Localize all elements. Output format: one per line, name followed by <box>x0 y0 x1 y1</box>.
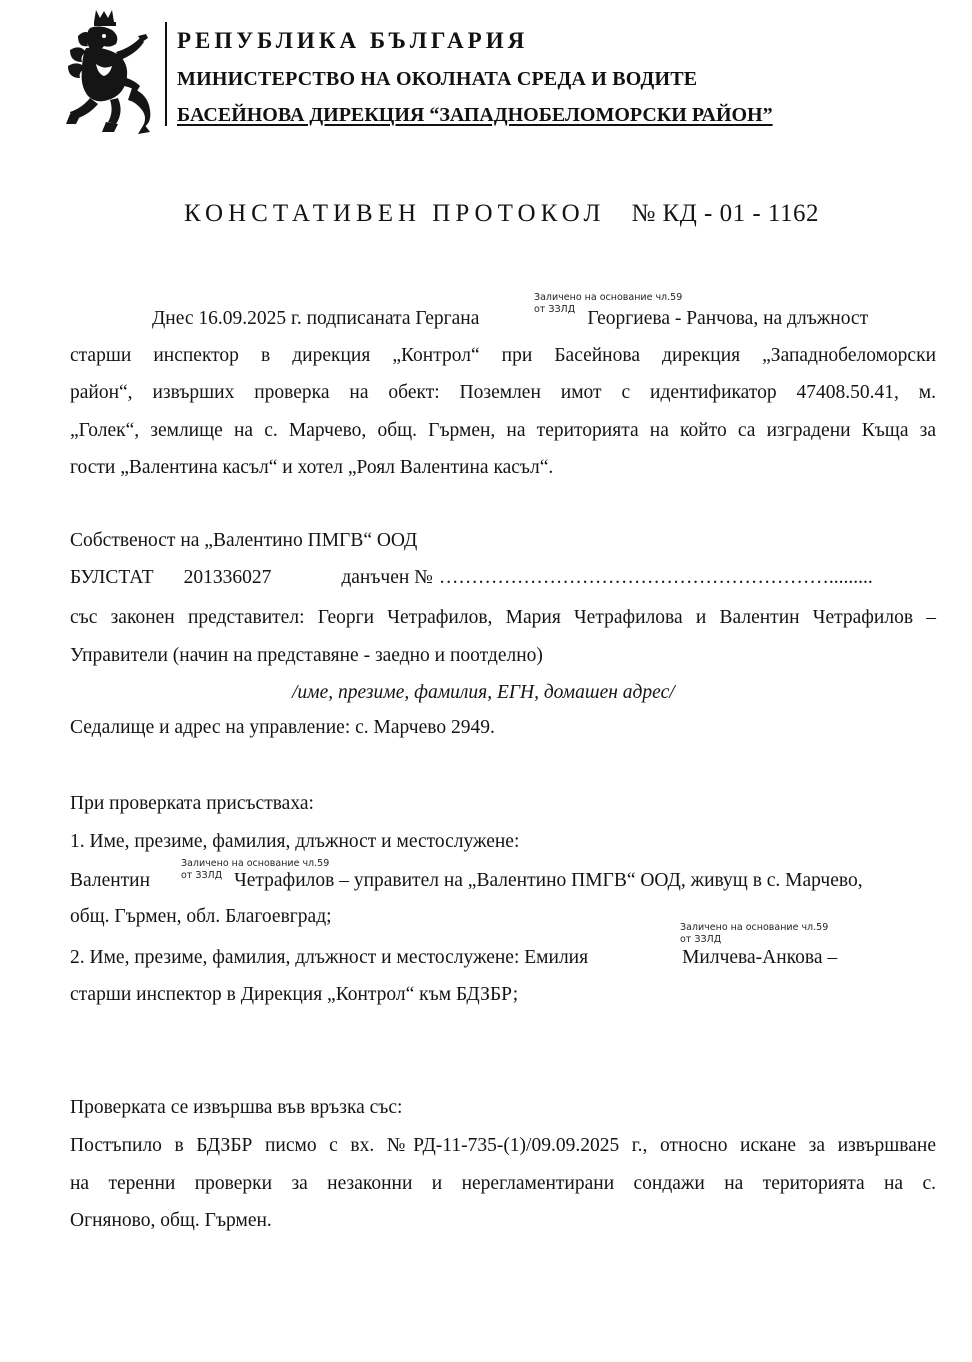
attendee-1-details: Четрафилов – управител на „Валентино ПМГВ“ ООД, живущ в с. Марчево, <box>234 870 863 891</box>
registered-address: Седалище и адрес на управление: с. Марчево 2949. <box>70 717 495 738</box>
bulstat-value: 201336027 <box>183 567 272 588</box>
attendee-1-first-name: Валентин <box>70 870 151 891</box>
attendees-heading: При проверката присъстваха: <box>70 793 314 814</box>
representative-line-1: със законен представител: Георги Четрафилов, Мария Четрафилова и Валентин Четрафилов – <box>70 607 936 628</box>
redaction-stamp: Заличено на основание чл.59 от ЗЗЛД <box>181 858 330 881</box>
redaction-stamp: Заличено на основание чл.59 от ЗЗЛД <box>534 292 683 315</box>
document-type: КОНСТАТИВЕН ПРОТОКОЛ <box>184 200 606 227</box>
intro-line-2: старши инспектор в дирекция „Контрол“ при Басейнова дирекция „Западнобеломорски <box>70 345 936 366</box>
intro-line-1-start: Днес 16.09.2025 г. подписаната Гергана <box>152 308 480 329</box>
document-title <box>184 200 819 228</box>
intro-line-3: район“, извърших проверка на обект: Поземлен имот с идентификатор 47408.50.41, м. <box>70 382 936 403</box>
bulstat-line <box>70 566 936 590</box>
attendee-2-label: 2. Име, презиме, фамилия, длъжност и местослужене: Емилия <box>70 947 589 968</box>
representative-line-2: Управители (начин на представяне - заедно и поотделно) <box>70 645 543 666</box>
reason-line-3: Огняново, общ. Гърмен. <box>70 1210 272 1231</box>
coat-of-arms-lion-icon <box>60 6 160 138</box>
tax-number-label: данъчен № <box>341 567 433 588</box>
intro-line-5: гости „Валентина касъл“ и хотел „Роял Валентина касъл“. <box>70 457 554 478</box>
attendee-2-line-2: старши инспектор в Дирекция „Контрол“ към БДЗБР; <box>70 984 519 1005</box>
header-ministry: МИНИСТЕРСТВО НА ОКОЛНАТА СРЕДА И ВОДИТЕ <box>177 68 698 90</box>
attendee-1-label: 1. Име, презиме, фамилия, длъжност и местослужене: <box>70 831 520 852</box>
attendee-2-line-1 <box>70 946 936 970</box>
document-number: № КД - 01 - 1162 <box>631 200 819 227</box>
reason-heading: Проверката се извършва във връзка със: <box>70 1097 403 1118</box>
intro-line-4: „Голек“, землище на с. Марчево, общ. Гърмен, на територията на който са изградени Къща за <box>70 420 936 441</box>
reason-line-1: Постъпило в БДЗБР писмо с вх. №РД-11-735-(1)/09.09.2025 г., относно искане за извършване <box>70 1135 936 1156</box>
tax-number-value: ……………………………………………………......... <box>438 567 873 588</box>
header-divider <box>165 22 167 126</box>
header-directorate: БАСЕЙНОВА ДИРЕКЦИЯ “ЗАПАДНОБЕЛОМОРСКИ РАЙОН” <box>177 104 773 126</box>
attendee-1-line-2: общ. Гърмен, обл. Благоевград; <box>70 906 332 927</box>
ownership-line: Собственост на „Валентино ПМГВ“ ООД <box>70 530 418 551</box>
redaction-stamp: Заличено на основание чл.59 от ЗЗЛД <box>680 922 829 945</box>
attendee-2-surname: Милчева-Анкова – <box>682 947 838 968</box>
bulstat-label: БУЛСТАТ <box>70 567 154 588</box>
reason-line-2: на теренни проверки за незаконни и нерегламентирани сондажи на територията на с. <box>70 1173 936 1194</box>
intro-line-1-end: Георгиева - Ранчова, на длъжност <box>587 308 869 329</box>
representative-hint: /име, презиме, фамилия, ЕГН, домашен адрес/ <box>292 682 675 703</box>
header-country: РЕПУБЛИКА БЪЛГАРИЯ <box>177 28 529 53</box>
